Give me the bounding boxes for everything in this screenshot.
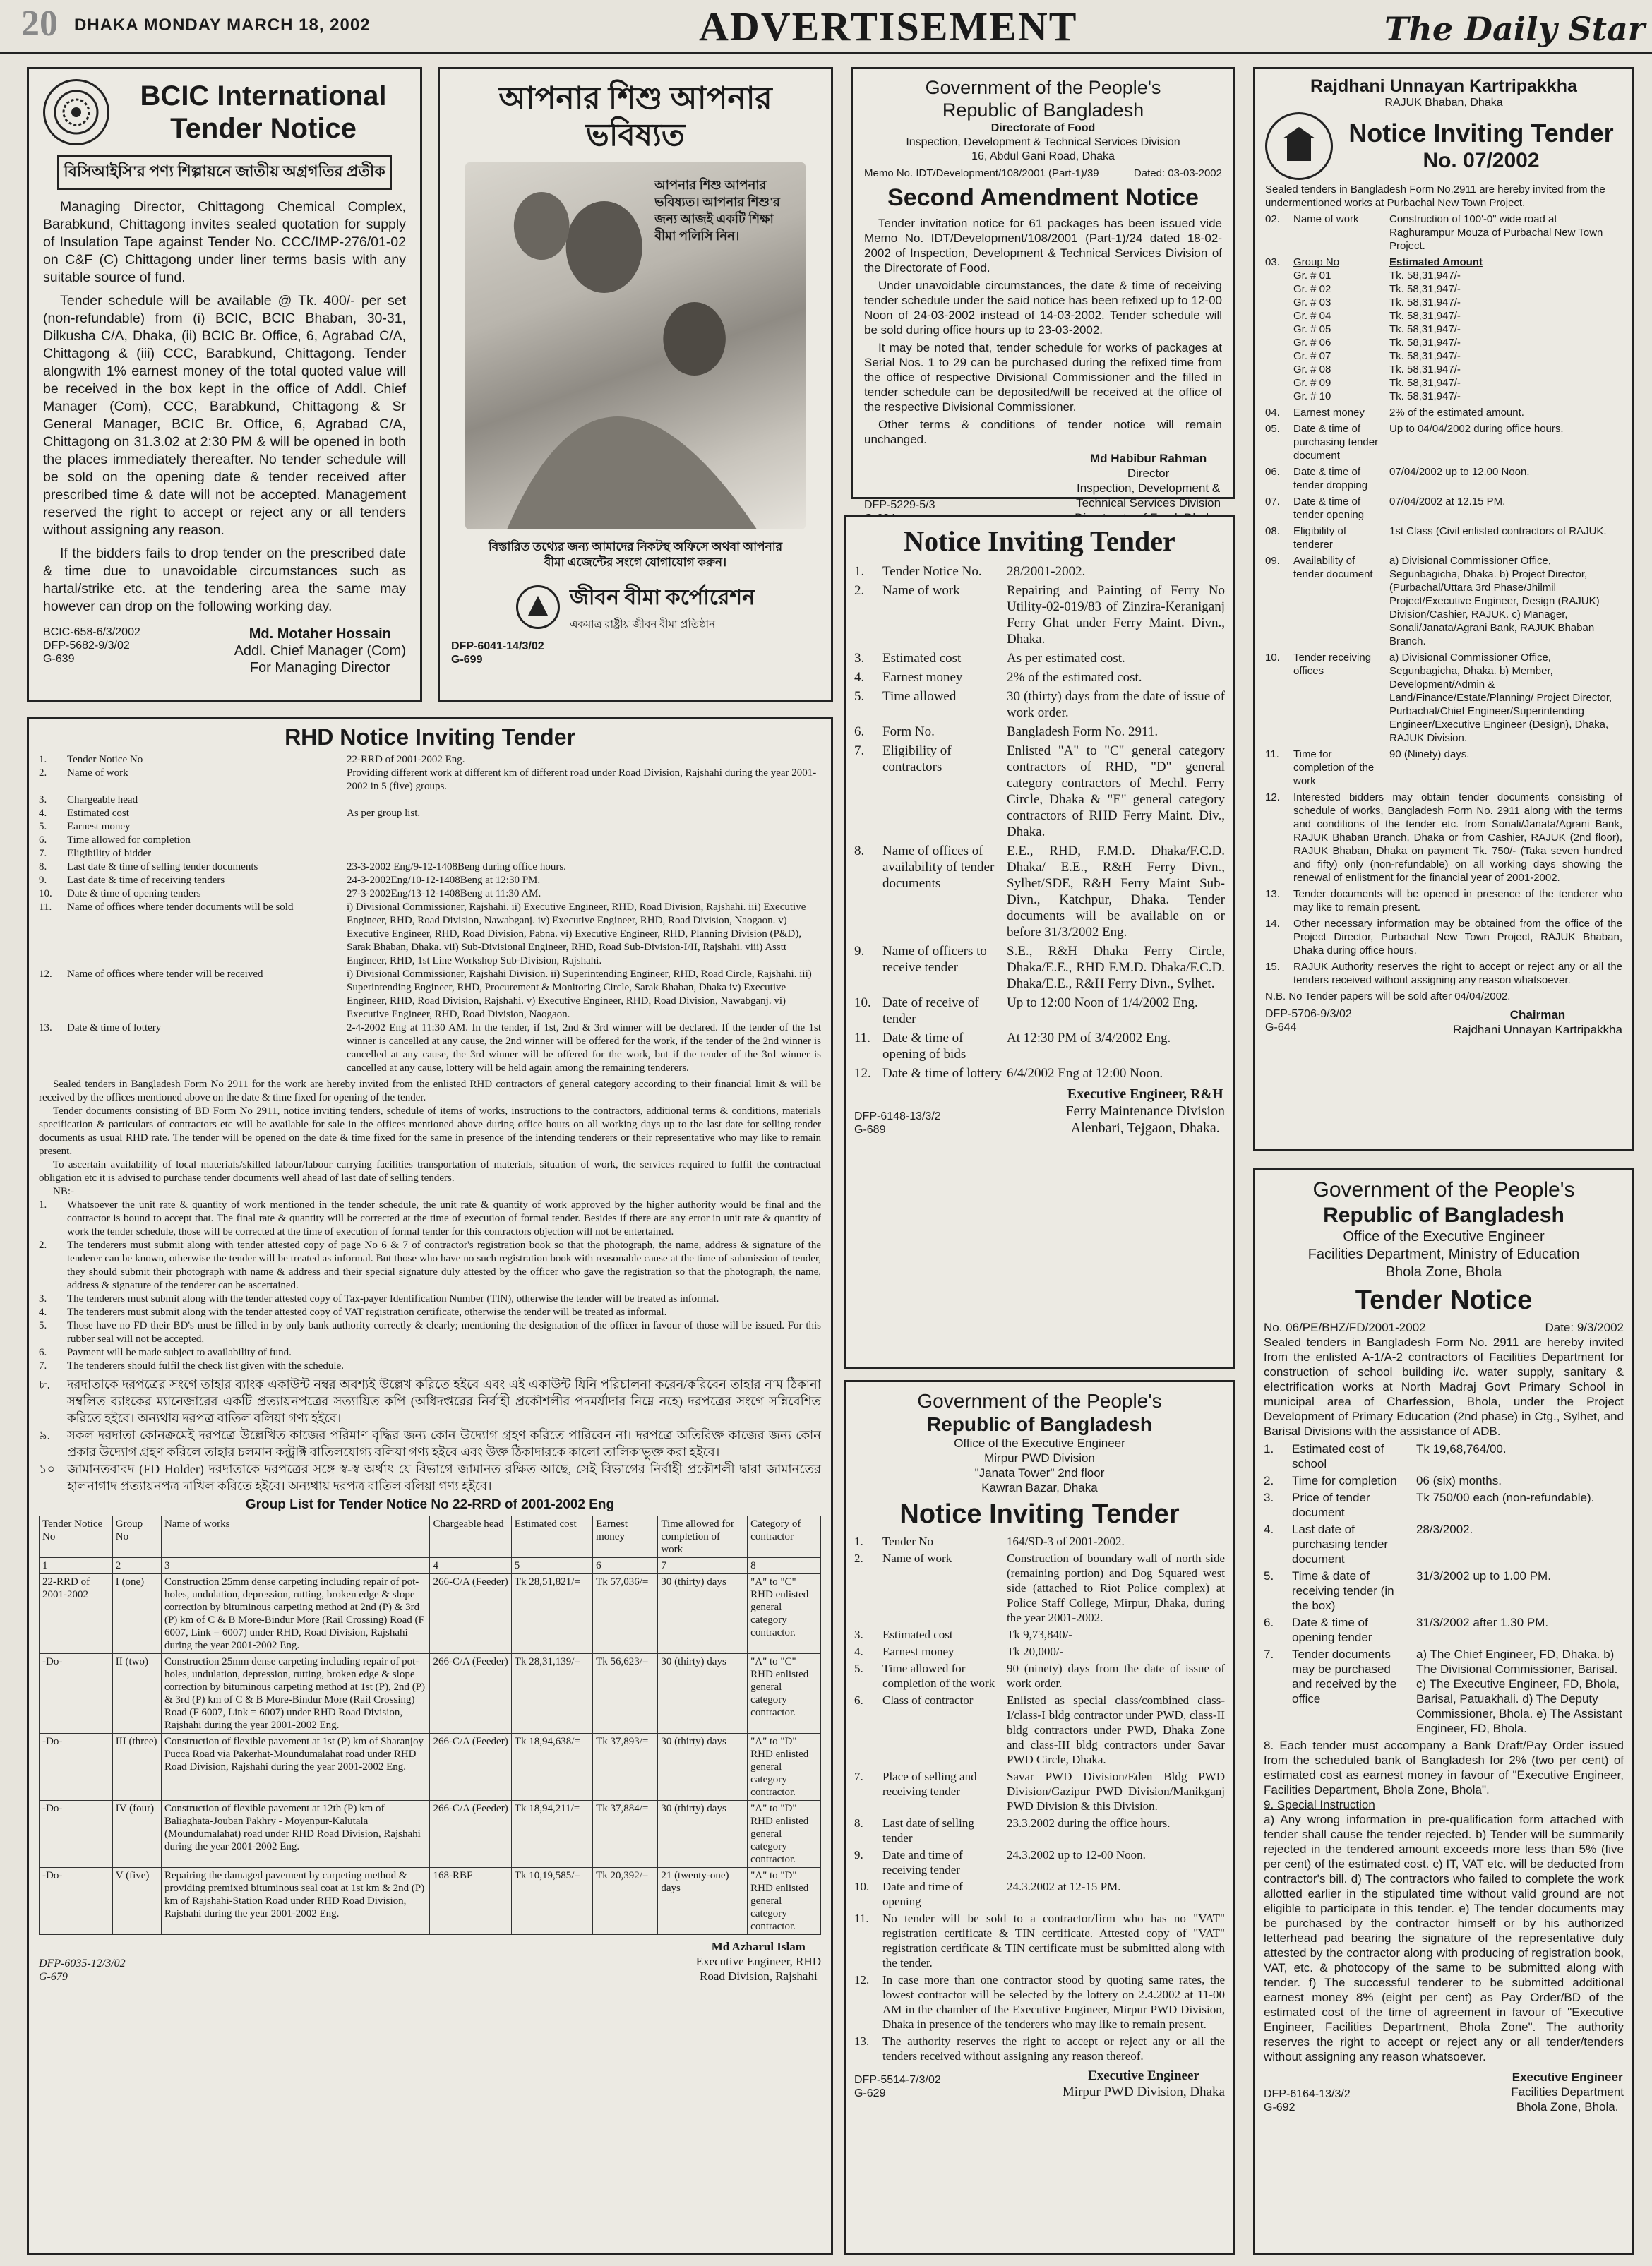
rhd-para: Sealed tenders in Bangladesh Form No 2911 for the work are hereby invited from the enlisted RHD contractors of general category according to their financial limit & will be received by the offices mentioned above on the date & time fixed for opening of the tender. — [39, 1079, 821, 1103]
section-title: ADVERTISEMENT — [699, 4, 1078, 49]
signatory-title: Executive Engineer, RHD — [695, 1955, 821, 1968]
ad-code: DFP-5514-7/3/02 — [854, 2074, 941, 2086]
rhd-note: The tenderers must submit along with the tender attested copy of VAT registration certificate, otherwise the tender will be treated as informal. — [67, 1307, 667, 1318]
table-row: -Do- V (five) Repairing the damaged pavement by carpeting method & providing premixed bituminous seal coat at 1st km & 2nd (P) km of Rajshahi-Station Road under RHD Road Division, Rajshahi during the year 2001-2002 Eng. 168-RBF Tk 10,19,585/= Tk 20,392/= 21 (twenty-one) days "A" to "D" RHD enlisted general category contractor. — [40, 1868, 821, 1935]
ad-code: G-644 — [1265, 1021, 1297, 1033]
address: 16, Abdul Gani Road, Dhaka — [971, 150, 1115, 162]
masthead-logo: The Daily Star — [1384, 10, 1645, 48]
signatory-title: Executive Engineer — [1512, 2070, 1623, 2084]
rajuk-org: Rajdhani Unnayan Kartripakkha — [1310, 76, 1577, 96]
zone: Bhola Zone, Bhola — [1385, 1264, 1502, 1280]
signatory-title: Director — [1127, 467, 1170, 480]
rnh-ferry-tender-ad — [844, 515, 1235, 1369]
jbc-contact: বিস্তারিত তথ্যের জন্য আমাদের নিকটস্থ অফিসে অথবা আপনার বীমা এজেন্টের সংগে যোগাযোগ করুন। — [488, 540, 783, 569]
pwd-items: 1. Tender No 164/SD-3 of 2001-2002. 2. Name of work Construction of boundary wall of north side (remaining portion) and Dog Squared west side (attached to Riot Police complex) at Police Staff College, Mirpur, Dhaka, during the year 2001-2002. 3. Estimated cost Tk 9,73,840/- 4. Earnest money Tk 20,000/- 5. Time allowed for completion of the work 90 (ninety) days from the date of issue of work order. 6. Class of contractor Enlisted as special class/combined class-I/class-I bldg contractor under PWD, class-II bldg contractors under PWD, Dhaka Zone and class-III bldg contractors under Savar PWD Circle, Dhaka. 7. Place of selling and receiving tender Savar PWD Division/Eden Bldg PWD Division/Gazipur PWD Division/Manikganj PWD Division & this Division. 8. Last date of selling tender 23.3.2002 during the office hours. 9. Date and time of receiving tender 24.3.2002 up to 12-00 Noon. 10. Date and time of opening 24.3.2002 at 12-15 PM. 11. No tender will be sold to a contractor/firm who has no "VAT" registration certificate & TIN certificate. Attested copy of "VAT" registration certificate & TIN certificate must be submitted along with the tender. 12. In case more than one contractor stood by quoting same rates, the lowest contractor will be selected by the lottery on 2.4.2002 at 11-00 AM in the chamber of the Executive Engineer, Mirpur PWD Division, Dhaka in presence of the tenderers who may like to remain present. 13. The authority reserves the right to accept or reject any or all the tenders received without assigning any reason thereof. — [854, 1535, 1225, 2063]
bcic-tender-ad — [27, 67, 422, 702]
address: Kawran Bazar, Dhaka — [981, 1481, 1098, 1494]
rhd-title: RHD Notice Inviting Tender — [285, 724, 575, 750]
directorate: Directorate of Food — [990, 122, 1096, 134]
tower: "Janata Tower" 2nd floor — [974, 1466, 1105, 1480]
ad-code: DFP-5706-9/3/02 — [1265, 1008, 1352, 1020]
notice-no: No. 06/PE/BHZ/FD/2001-2002 — [1264, 1321, 1426, 1334]
amount-heading: Estimated Amount — [1389, 256, 1483, 268]
rhd-note: The tenderers must submit along with the tender attested copy of Tax-payer Identification Number (TIN), otherwise the tender will be treated as informal. — [67, 1293, 719, 1305]
bcic-subtitle: Tender Notice — [170, 113, 357, 144]
table-header: Name of works — [161, 1516, 430, 1558]
signatory-org: Rajdhani Unnayan Kartripakkha — [1452, 1023, 1622, 1036]
mother-children-photo — [465, 162, 806, 529]
food-para: Under unavoidable circumstances, the date & time of receiving tender schedule under the said notice has been refixed up to 12-00 Noon of 24-03-2002 instead of 14-03-2002. Tender schedule will be sold during office hours up to 23-03-2002. — [864, 279, 1222, 337]
signatory-for: For Managing Director — [249, 660, 390, 676]
rnh-title: Notice Inviting Tender — [904, 525, 1175, 557]
rhd-note: The tenderers should fulfil the check list given with the schedule. — [67, 1360, 344, 1372]
ad-code: BCIC-658-6/3/2002 — [43, 626, 140, 638]
ad-code: G-639 — [43, 653, 75, 665]
group-list-title: Group List for Tender Notice No 22-RRD of 2001-2002 Eng — [245, 1497, 615, 1512]
bhola-intro: Sealed tenders in Bangladesh Form No. 2911 are hereby invited from the enlisted A-1/A-2 contractors of Facilities Department for construction of school building i/c. water supply, sanitary & electrification works at North Madraj Govt Primary School in municipal area of Charfession, Bhola, under the Project Development of Primary Education (2nd phase) in Ctg., Sylhet, and Barisal Divisions with the assistance of ADB. — [1264, 1336, 1624, 1438]
signatory-title: Road Division, Rajshahi — [700, 1970, 818, 1983]
rajuk-work: Construction of 100'-0" wide road at Raghurampur Mouza of Purbachal New Town Project. — [1389, 213, 1603, 252]
rajuk-tender-ad: Rajdhani Unnayan Kartripakkha RAJUK Bhaban, Dhaka Notice Inviting Tender No. 07/2002 Sealed tenders in Bangladesh Form No.2911 are hereby invited from the undermentioned works at Purbachal New Town Project. 02. Name of work Construction of 100'-0" wide road at Raghurampur Mouza of Purbachal New Town Project. 03. Group No Estimated Amount Gr. # 01 Tk. 58,31,947/- Gr. # 02 Tk. 58,31,947/- Gr. # 03 Tk. 58,31,947/- Gr. # 04 Tk. 58,31,947/- Gr. # 05 Tk. 58,31,947/- Gr. # 06 Tk. 58,31,947/- Gr. # 07 Tk. 58,31,947/- Gr. # 08 Tk. 58,31,947/- Gr. # 09 Tk. 58,31,947/- Gr. # 10 Tk. 58,31,947/- 04. Earnest money 2% of the estimated amount. 05. Date & time of purchasing tender document Up to 04/04/2002 during office hours. 06. Date & time of tender dropping 07/04/2002 up to 12.00 Noon. 07. Date & time of tender opening 07/04/2002 at 12.15 PM. 08. Eligibility of tenderer 1st Class (Civil enlisted contractors of RAJUK. 09. Availability of tender document a) Divisional Commissioner Office, Segunbagicha, Dhaka. b) Project Director, (Purbachal/Uttara 3rd Phase/Jhilmil Project/Executive Engineer, Design (RAJUK) Division/Cashier, RAJUK. c) Manager, Sonali/Janata/Agrani Bank, RAJUK Bhaban Branch. 10. Tender receiving offices a) Divisional Commissioner Office, Segunbagicha, Dhaka. b) Member, Development/Admin & Land/Finance/Estate/Planning/ Project Director, Purbachal/Chief Engineer/Superintending Engineer/Executive Engineer (Design), Dhaka, RAJUK Division. 11. Time for completion of the work 90 (Ninety) days. 12. Interested bidders may obtain tender documents consisting of schedule of works, Bangladesh Form No. 2911 along with the terms and conditions of the tender etc. from Sonali/Janata/Agrani Bank, RAJUK Bhaban Branch, Dhaka or from Cashier, RAJUK (2nd floor), RAJUK Bhaban, Dhaka on payment Tk. 750/- (Taka seven hundred and fifty) only (non-refundable) on all working days showing the renewal of enlistment for the financial year of 2001-2002. 13. Tender documents will be opened in presence of the tenderer who may like to remain present. 14. Other necessary information may be obtained from the office of the Project Director, Purbachal New Town Project, RAJUK Bhaban, Dhaka during office hours. 15. RAJUK Authority reserves the right to accept or reject any or all the tenders received without assigning any reason whatsoever. N.B. No Tender papers will be sold after 04/04/2002. DFP-5706-9/3/02 G-644 Chairman Rajdhani Unnayan Kartripakkha — [1253, 67, 1634, 1151]
jbc-company: জীবন বীমা কর্পোরেশন — [570, 586, 755, 609]
food-para: Tender invitation notice for 61 packages has been issued vide Memo No. IDT/Development/108/2001 (Part-1)/24 dated 18-02-2002 of Inspection, Development & Technical Services Division of the Directorate of Food. — [864, 217, 1222, 275]
rajuk-intro: Sealed tenders in Bangladesh Form No.2911 are hereby invited from the undermentioned works at Purbachal New Town Project. — [1265, 184, 1605, 209]
table-header: Category of contractor — [748, 1516, 821, 1558]
ad-code: DFP-5682-9/3/02 — [43, 640, 130, 652]
page-number: 20 — [21, 4, 58, 44]
bcic-logo-icon — [43, 79, 109, 145]
bhola-tender-ad — [1253, 1168, 1634, 2255]
division: Mirpur PWD Division — [984, 1451, 1095, 1465]
rhd-nb: NB:- — [53, 1186, 74, 1197]
group-list-table: Tender Notice No Group No Name of works Chargeable head Estimated cost Earnest money Time allowed for completion of work Category of contractor 1 2 3 4 5 6 7 8 22-RRD of 2001-2002 I (one) Construction 25mm dense carpeting including repair of pot-holes, undulation, depression, rutting, broken edge & slope correction by bituminous carpeting method at 2nd (P) & 3rd (P) km of C & B More-Bindur More (Rail Crossing) Road (F 6007, Link = 6007) under RHD, Road Division, Rajshahi during the year 2001-2002 Eng. 266-C/A (Feeder) Tk 28,51,821/= Tk 57,036/= 30 (thirty) days "A" to "C" RHD enlisted general category contractor. -Do- II (two) Construction 25mm dense carpeting including repair of pot-holes, undulation, depression, rutting, broken edge & slope correction by bituminous carpeting method at 1st (P), 2nd (P) & 3rd (P) km of C & B More-Bindur More (Rail Crossing) Road (F 6007, Link = 6007) under RHD Road Division, Rajshahi during the year 2001-2002 Eng. 266-C/A (Feeder) Tk 28,31,139/= Tk 56,623/= 30 (thirty) days "A" to "C" RHD enlisted general category contractor. -Do- III (three) Construction of flexible pavement at 1st (P) km of Sharanjoy Pucca Road via Pakerhat-Moundumalahat road under RHD Road Division, Rajshahi during the year 2001-2002 Eng. 266-C/A (Feeder) Tk 18,94,638/= Tk 37,893/= 30 (thirty) days "A" to "D" RHD enlisted general category contractor. -Do- IV (four) Construction of flexible pavement at 12th (P) km of Baliaghata-Jouban Pakhry - Moyenpur-Kalutala (Moundumalahat) road under RHD Road Division, Rajshahi during the year 2001-2002 Eng. 266-C/A (Feeder) Tk 18,94,211/= Tk 37,884/= 30 (thirty) days "A" to "D" RHD enlisted general category contractor. -Do- V (five) Repairing the damaged pavement by carpeting method & providing premixed bituminous seal coat at 1st km & 2nd (P) km of Rajshahi-Station Road under RHD Road Division, Rajshahi during the year 2001-2002 Eng. 168-RBF Tk 10,19,585/= Tk 20,392/= 21 (twenty-one) days "A" to "D" RHD enlisted general category contractor. — [39, 1516, 821, 1935]
notice-heading: Notice Inviting Tender — [899, 1499, 1180, 1529]
ad-code: G-629 — [854, 2087, 886, 2099]
page-header — [0, 0, 1652, 54]
bcic-para: If the bidders fails to drop tender on the prescribed date & time due to unavoidable circumstances such as hartal/strike etc. at the tendering area the same may however can drop on the following working day. — [43, 546, 406, 614]
rhd-note: Payment will be made subject to availability of fund. — [67, 1347, 292, 1358]
notice-heading: Second Amendment Notice — [887, 184, 1199, 211]
rajuk-para: Other necessary information may be obtained from the office of the Project Director, Purbachal New Town Project, RAJUK Bhaban, Dhaka during office hours. — [1293, 918, 1622, 957]
gov-title: Government of the People's — [1312, 1178, 1575, 1201]
rajuk-para: Tender documents will be opened in presence of the tenderer who may like to remain present. — [1293, 888, 1622, 913]
rhd-tender-ad: RHD Notice Inviting Tender 1. Tender Notice No 22-RRD of 2001-2002 Eng. 2. Name of work Providing different work at different km of different road under Road Division, Rajshahi during the year 2001-2002 in 5 (five) groups. 3. Chargeable head 4. Estimated cost As per group list. 5. Earnest money 6. Time allowed for completion 7. Eligibility of bidder 8. Last date & time of selling tender documents 23-3-2002 Eng/9-12-1408Beng during office hours. 9. Last date & time of receiving tenders 24-3-2002Eng/10-12-1408Beng at 12:30 PM. 10. Date & time of opening tenders 27-3-2002Eng/13-12-1408Beng at 11:30 AM. 11. Name of offices where tender documents will be sold i) Divisional Commissioner, Rajshahi. ii) Executive Engineer, RHD, Road Division, Rajshahi. iii) Executive Engineer, RHD, Road Division, Nawabganj. iv) Executive Engineer, RHD, Road Division, Naogaon. v) Executive Engineer, RHD, Road Division, Pabna. vi) Executive Engineer, RHD, Planning Division (P&D), Sarak Bhaban, Dhaka. vii) Sub-Divisional Engineer, RHD, Road Sub-Division-I/II, Rajshahi. viii) Asstt Engineer, RHD, 1st Line Workshop Sub-Division, Rajshahi. 12. Name of offices where tender will be received i) Divisional Commissioner, Rajshahi Division. ii) Superintending Engineer, RHD, Road Circle, Rajshahi. iii) Superintending Engineer, RHD, Procurement & Monitoring Circle, Sarak Bhaban, Dhaka iv) Executive Engineer, RHD, Road Division, Rajshahi. v) Executive Engineer, RHD, Road Division, Nawabganj. vi) Executive Engineer, RHD, Road Division, Naogaon. 13. Date & time of lottery 2-4-2002 Eng at 11:30 AM. In the tender, if 1st, 2nd & 3rd winner will be declared. If the tender of the 1st winner is cancelled at any cause, the 2nd winner will be offered for the work, if the tender of the 2nd winner is cancelled at any cause, the 3rd winner will be offered for the work, but if the tender of the 3rd winner is cancelled at any cause, lottery will be held again among the remaining tenderers. Sealed tenders in Bangladesh Form No 2911 for the work are hereby invited from the enlisted RHD contractors of general category according to their financial limit & will be received by the offices mentioned above on the date & time fixed for opening of the tender. Tender documents consisting of BD Form No 2911, notice inviting tenders, schedule of items of works, instructions to the contractors, additional terms & conditions, materials specification & particulars of contractors etc will be available for sale in the offices mentioned above during office hours on all working days up to the last date for selling tender documents as usual RHD rate. The tender will be opened on the date & time fixed for the same in presence of the intending tenderers or their representative who may like to remain present. To ascertain availability of local materials/skilled labour/labour carrying facilities transportation of materials, situation of work, the services required to fulfil the contractual obligation etc it is advised to purchase tender documents well ahead of last date of selling tenders. NB:- 1. Whatsoever the unit rate & quantity of work mentioned in the tender schedule, the unit rate & quantity of work approved by the higher authority would be final and the contractor is bound to accept that. The final rate & quantity will be corrected at the time of execution of formal tender. Besides if there are any error in unit rate & quantity of work the tender schedule, those will be corrected at the time of execution of formal tender for this contractors objection will not be entertained. 2. The tenderers must submit along with tender attested copy of page No 6 & 7 of contractor's registration book so that the photograph, the name, address & signature of the tenderer can be known, otherwise the tender will be treated as informal. But those who have no such registration book with reasonable cause at the time of submission of tender, they should submit their photograph with name & address and their special signature duly attested by the officer who gave the registration so that the photograph, the name, address & signature of the tenderer can be ascertained. 3. The tenderers must submit along with the tender attested copy of Tax-payer Identification Number (TIN), otherwise the tender will be treated as informal. 4. The tenderers must submit along with the tender attested copy of VAT registration certificate, otherwise the tender will be treated as informal. 5. Those have no FD their BD's must be filled in by only bank authority correctly & clearly; mentioning the designation of the officer in favour of those will be issued. For this rubber seal will not be accepted. 6. Payment will be made subject to availability of fund. 7. The tenderers should fulfil the check list given with the schedule. ৮. দরদাতাকে দরপত্রের সংগে তাহার ব্যাংক একাউন্ট নম্বর অবশ্যই উল্লেখ করিতে হইবে এবং এই একাউন্ট যিনি পরিচালনা করেন/করিবেন তাহার নাম ঠিকানা সম্বলিত ব্যাংকের ম্যানেজারের একটি প্রত্যায়নপত্রের সত্যায়িত কপি (অধিদপ্তরের নির্বাহী প্রকৌশলীর পদমর্যাদার নিম্নে নহে) দরপত্রের সংগে সন্নিবেশিত করিতে হইবে। অন্যথায় দরপত্র বাতিল বলিয়া গণ্য হইবে। ৯. সকল দরদাতা কোনক্রমেই দরপত্রে উল্লেখিত কাজের পরিমাণ বৃদ্ধির জন্য কোন উদ্যোগ গ্রহণ করিতে পারিবেন না। দরপত্রে অতিরিক্ত কাজের জন্য কোন প্রকার উদ্যোগ গ্রহণ করিলে তাহার চলমান কন্ট্রাক্ট বাতিলযোগ্য বলিয়া গণ্য হইবে এবং উক্ত ঠিকাদারকে কালো তালিকাভুক্ত করা হইবে। ১০ জামানতবাবদ (FD Holder) দরদাতাকে দরপত্রের সঙ্গে স্ব-স্ব অর্থাৎ যে বিভাগে জামানত রক্ষিত আছে, সেই বিভাগের নির্বাহী প্রকৌশলী দ্বারা জামানতের হালনাগাদ প্রত্যায়নপত্র দাখিল করিতে হইবে। অন্যথায় দরপত্র বাতিল বলিয়া গণ্য হইবে। Group List for Tender Notice No 22-RRD of 2001-2002 Eng Tender Notice No Group No Name of works Chargeable head Estimated cost Earnest money Time allowed for completion of work Category of contractor 1 2 3 4 5 6 7 8 22-RRD of 2001-2002 I (one) Construction 25mm dense carpeting including repair of pot-holes, undulation, depression, rutting, broken edge & slope correction by bituminous carpeting method at 2nd (P) & 3rd (P) km of C & B More-Bindur More (Rail Crossing) Road (F 6007, Link = 6007) under RHD, Road Division, Rajshahi during the year 2001-2002 Eng. 266-C/A (Feeder) Tk 28,51,821/= Tk 57,036/= 30 (thirty) days "A" to "C" RHD enlisted general category contractor. -Do- II (two) Construction 25mm dense carpeting including repair of pot-holes, undulation, depression, rutting, broken edge & slope correction by bituminous carpeting method at 1st (P), 2nd (P) & 3rd (P) km of C & B More-Bindur More (Rail Crossing) Road (F 6007, Link = 6007) under RHD Road Division, Rajshahi during the year 2001-2002 Eng. 266-C/A (Feeder) Tk 28,31,139/= Tk 56,623/= 30 (thirty) days "A" to "C" RHD enlisted general category contractor. -Do- III (three) Construction of flexible pavement at 1st (P) km of Sharanjoy Pucca Road via Pakerhat-Moundumalahat road under RHD Road Division, Rajshahi during the year 2001-2002 Eng. 266-C/A (Feeder) Tk 18,94,638/= Tk 37,893/= 30 (thirty) days "A" to "D" RHD enlisted general category contractor. -Do- IV (four) Construction of flexible pavement at 12th (P) km of Baliaghata-Jouban Pakhry - Moyenpur-Kalutala (Moundumalahat) road under RHD Road Division, Rajshahi during the year 2001-2002 Eng. 266-C/A (Feeder) Tk 18,94,211/= Tk 37,884/= 30 (thirty) days "A" to "D" RHD enlisted general category contractor. -Do- V (five) Repairing the damaged pavement by carpeting method & providing premixed bituminous seal coat at 1st km & 2nd (P) km of Rajshahi-Station Road under RHD Road Division, Rajshahi during the year 2001-2002 Eng. 168-RBF Tk 10,19,585/= Tk 20,392/= 21 (twenty-one) days "A" to "D" RHD enlisted general category contractor. DFP-6035-12/3/02 G-679 Md Azharul Islam Executive Engineer, RHD Road Division, Rajshahi — [27, 717, 833, 2255]
table-row: -Do- II (two) Construction 25mm dense carpeting including repair of pot-holes, undulation, depression, rutting, broken edge & slope correction by bituminous carpeting method at 1st (P), 2nd (P) & 3rd (P) km of C & B More-Bindur More (Rail Crossing) Road (F 6007, Link = 6007) under RHD Road Division, Rajshahi during the year 2001-2002 Eng. 266-C/A (Feeder) Tk 28,31,139/= Tk 56,623/= 30 (thirty) days "A" to "C" RHD enlisted general category contractor. — [40, 1654, 821, 1734]
rajuk-nb: N.B. No Tender papers will be sold after 04/04/2002. — [1265, 990, 1511, 1002]
rajuk-para: Interested bidders may obtain tender documents consisting of schedule of works, Bangladesh Form No. 2911 along with the terms and conditions of the tender etc. from Sonali/Janata/Agrani Bank, RAJUK Bhaban Branch, Dhaka or from Cashier, RAJUK (2nd floor), RAJUK Bhaban, Dhaka on payment Tk. 750/- (Taka seven hundred and fifty) only (non-refundable) on all working days showing the renewal of enlistment for the financial year of 2001-2002. — [1293, 791, 1622, 884]
bcic-para: Tender schedule will be available @ Tk. 400/- per set (non-refundable) from (i) BCIC, BCIC Bhaban, 30-31, Dilkusha C/A, Dhaka, (ii) BCIC Br. Office, 6, Agrabad C/A, Chittagong & (iii) CCC, Barabkund, Chittagong. Tender alongwith 1% earnest money of the total quoted value will be received in the box kept in the office of Addl. Chief Manager (Com), CCC, Barabkund, Chittagong & Sr General Manager, BCIC Br. Office, 6, Agrabad C/A, Chittagong on 31.3.02 at 2:30 PM & will be opened in both the places immediately thereafter. No tender schedule will be sold on the opening date & tender received after prescribed time & date will not be accepted. Management reserved the right to accept or reject any or all tenders without assigning any reason. — [43, 293, 406, 538]
bhola-items: 1. Estimated cost of school Tk 19,68,764/00. 2. Time for completion 06 (six) months. 3. Price of tender document Tk 750/00 each (non-refundable). 4. Last date of purchasing tender document 28/3/2002. 5. Time & date of receiving tender (in the box) 31/3/2002 up to 1.00 PM. 6. Date & time of opening tender 31/3/2002 after 1.30 PM. 7. Tender documents may be purchased and received by the office a) The Chief Engineer, FD, Dhaka. b) The Divisional Commissioner, Barisal. c) The Executive Engineer, FD, Bhola, Barisal, Patuakhali. d) The Deputy Commissioner, Bhola. e) The Assistant Engineer, FD, Bhola. — [1264, 1442, 1622, 1735]
rhd-para: To ascertain availability of local materials/skilled labour/labour carrying facilities transportation of materials, situation of work, the services required to fulfil the contractual obligation etc it is advised to purchase tender documents well ahead of last date of selling tenders. — [39, 1159, 821, 1184]
jbc-body: আপনার শিশু আপনার ভবিষ্যত। আপনার শিশু'র জন্য আজই একটি শিক্ষা বীমা পলিসি নিন। — [654, 178, 780, 243]
rajuk-title: Notice Inviting Tender — [1348, 119, 1614, 148]
table-header: Tender Notice No — [40, 1516, 113, 1558]
rhd-items: 1. Tender Notice No 22-RRD of 2001-2002 Eng. 2. Name of work Providing different work at different km of different road under Road Division, Rajshahi during the year 2001-2002 in 5 (five) groups. 3. Chargeable head 4. Estimated cost As per group list. 5. Earnest money 6. Time allowed for completion 7. Eligibility of bidder 8. Last date & time of selling tender documents 23-3-2002 Eng/9-12-1408Beng during office hours. 9. Last date & time of receiving tenders 24-3-2002Eng/10-12-1408Beng at 12:30 PM. 10. Date & time of opening tenders 27-3-2002Eng/13-12-1408Beng at 11:30 AM. 11. Name of offices where tender documents will be sold i) Divisional Commissioner, Rajshahi. ii) Executive Engineer, RHD, Road Division, Rajshahi. iii) Executive Engineer, RHD, Road Division, Nawabganj. iv) Executive Engineer, RHD, Road Division, Naogaon. v) Executive Engineer, RHD, Road Division, Pabna. vi) Executive Engineer, RHD, Planning Division (P&D), Sarak Bhaban, Dhaka. vii) Sub-Divisional Engineer, RHD, Road Sub-Division-I/II, Rajshahi. viii) Asstt Engineer, RHD, 1st Line Workshop Sub-Division, Rajshahi. 12. Name of offices where tender will be received i) Divisional Commissioner, Rajshahi Division. ii) Superintending Engineer, RHD, Road Circle, Rajshahi. iii) Superintending Engineer, RHD, Procurement & Monitoring Circle, Sarak Bhaban, Dhaka iv) Executive Engineer, RHD, Road Division, Rajshahi. v) Executive Engineer, RHD, Road Division, Nawabganj. vi) Executive Engineer, RHD, Road Division, Naogaon. 13. Date & time of lottery 2-4-2002 Eng at 11:30 AM. In the tender, if 1st, 2nd & 3rd winner will be declared. If the tender of the 1st winner is cancelled at any cause, the 2nd winner will be offered for the work, if the tender of the 2nd winner is cancelled at any cause, the 3rd winner will be offered for the work, but if the tender of the 3rd winner is cancelled at any cause, lottery will be held again among the remaining tenderers. — [39, 754, 821, 1074]
bcic-tagline: বিসিআইসি'র পণ্য শিল্পায়নে জাতীয় অগ্রগতির প্রতীক — [57, 155, 392, 190]
ad-code: DFP-6041-14/3/02 — [451, 640, 544, 652]
signatory-title: Mirpur PWD Division, Dhaka — [1062, 2085, 1225, 2099]
signatory-title: Executive Engineer — [1088, 2068, 1199, 2083]
table-header: Time allowed for completion of work — [658, 1516, 748, 1558]
memo-date: Dated: 03-03-2002 — [1133, 167, 1222, 179]
jbc-logo-icon — [516, 585, 560, 629]
special-instruction: a) Any wrong information in pre-qualification form attached with tender shall cause the tender rejected. b) Tender will be summarily rejected in the tendered amount exceeds more less than 5% (five per cent) of the estimated cost. c) IT, VAT etc. will be deducted from contractor's bill. d) The contractors who failed to complete the work allotted earlier in the stipulated time without valid ground are not eligible to participate in this tender. e) The tender documents may be purchased by the contractor himself or by his authorized letterhead pad bearing the signature of the representative duly attested by the contractor along with producing of registration book, VAT, etc. & photocopy of the same to be submitted along with tender. f) The successful tenderer to be submitted additional earnest money 8% (eight per cent) as Pay Order/BD of the estimated cost of the time of agreement in favour of "Executive Engineer, Facilities Department, Bhola Zone". The authority reserves the right to accept or reject any or all tender/tenders without assigning any reason whatsoever. — [1264, 1813, 1624, 2063]
signatory-title: Chairman — [1509, 1008, 1566, 1021]
department: Facilities Department, Ministry of Education — [1307, 1247, 1580, 1262]
rhd-bangla-note: জামানতবাবদ (FD Holder) দরদাতাকে দরপত্রের সঙ্গে স্ব-স্ব অর্থাৎ যে বিভাগে জামানত রক্ষিত আছে, সেই বিভাগের নির্বাহী প্রকৌশলী দ্বারা জামানতের হালনাগাদ প্রত্যায়নপত্র দাখিল করিতে হইবে। অন্যথায় দরপত্র বাতিল বলিয়া গণ্য হইবে। — [67, 1462, 821, 1493]
table-header: Chargeable head — [430, 1516, 511, 1558]
table-header: Estimated cost — [511, 1516, 592, 1558]
gov-title: Republic of Bangladesh — [927, 1413, 1152, 1435]
signatory-title: Bhola Zone, Bhola. — [1516, 2100, 1619, 2114]
jbc-company-sub: একমাত্র রাষ্ট্রীয় জীবন বীমা প্রতিষ্ঠান — [570, 619, 716, 630]
rhd-para: Tender documents consisting of BD Form No 2911, notice inviting tenders, schedule of items of works, instructions to the contractors, additional terms & conditions, materials specification & particulars of contractors etc will be available for sale in the offices mentioned above during office hours on all working days up to the last date for selling tender documents as usual RHD rate. The tender will be opened on the date & time fixed for the same in presence of the intending tenderers or their representative who may like to remain present. — [39, 1105, 821, 1157]
dateline: DHAKA MONDAY MARCH 18, 2002 — [74, 16, 371, 35]
pwd-para: In case more than one contractor stood by quoting same rates, the lowest contractor will be selected by the lottery on 2.4.2002 at 11-00 AM in the chamber of the Executive Engineer, Mirpur PWD Division, Dhaka in presence of the tenderers who may like to remain present. — [882, 1973, 1225, 2031]
jbc-headline: আপনার শিশু আপনার ভবিষ্যত — [498, 81, 772, 152]
bhola-para: 8. Each tender must accompany a Bank Draft/Pay Order issued from the scheduled bank of Bangladesh for 2% (two per cent) of estimated cost as earnest money in favour of "Executive Engineer, Facilities Department, Bhola Zone, Bhola". — [1264, 1739, 1624, 1797]
gov-title: Republic of Bangladesh — [1323, 1204, 1564, 1227]
food-para: Other terms & conditions of tender notice will remain unchanged. — [864, 418, 1222, 446]
food-amendment-ad — [851, 67, 1235, 511]
gov-title: Government of the People's — [925, 77, 1161, 98]
ad-code: G-692 — [1264, 2102, 1295, 2114]
rajuk-group-list: Gr. # 01 Tk. 58,31,947/- Gr. # 02 Tk. 58,31,947/- Gr. # 03 Tk. 58,31,947/- Gr. # 04 Tk. 58,31,947/- Gr. # 05 Tk. 58,31,947/- Gr. # 06 Tk. 58,31,947/- Gr. # 07 Tk. 58,31,947/- Gr. # 08 Tk. 58,31,947/- Gr. # 09 Tk. 58,31,947/- Gr. # 10 Tk. 58,31,947/- — [1293, 270, 1461, 402]
ad-code: DFP-5229-5/3 — [864, 499, 935, 511]
signatory-name: Md Azharul Islam — [711, 1940, 806, 1953]
rajuk-logo-icon — [1265, 112, 1333, 180]
ad-code: G-699 — [451, 654, 483, 666]
pwd-tender-ad — [844, 1380, 1235, 2255]
signatory-title: Addl. Chief Manager (Com) — [234, 643, 406, 659]
gov-title: Government of the People's — [917, 1390, 1162, 1412]
pwd-para: The authority reserves the right to accept or reject any or all the tenders received without assigning any reason thereof. — [882, 2034, 1225, 2063]
rhd-note: Whatsoever the unit rate & quantity of work mentioned in the tender schedule, the unit rate & quantity of work approved by the higher authority would be final and the contractor is bound to accept that. The final rate & quantity will be corrected at the time of execution of formal tender. Besides if there are any error in unit rate & quantity of work the tender schedule, those will be corrected at the time of execution of formal tender for this contractors objection will not be entertained. — [67, 1199, 821, 1237]
rnh-items: 1. Tender Notice No. 28/2001-2002. 2. Name of work Repairing and Painting of Ferry No Utility-02-019/83 of Zinzira-Keraniganj Ferry Ghat under Ferry Maint. Divn., Dhaka. 3. Estimated cost As per estimated cost. 4. Earnest money 2% of the estimated cost. 5. Time allowed 30 (thirty) days from the date of issue of work order. 6. Form No. Bangladesh Form No. 2911. 7. Eligibility of contractors Enlisted "A" to "C" general category contractors of RHD, "D" general category contractors of Mechl. Ferry Circle, Dhaka & "E" general category contractors of RHD Ferry Maint. Div., Dhaka. 8. Name of offices of availability of tender documents E.E., RHD, F.M.D. Dhaka/F.C.D. Dhaka/ E.E., R&H Ferry Divn., Sylhet/SDE, R&H Ferry Maint Sub-Divn., Katchpur, Dhaka. Tender documents will be available on or before 31/3/2002 Eng. 9. Name of officers to receive tender S.E., R&H Dhaka Ferry Circle, Dhaka/E.E., RHD F.M.D. Dhaka/F.C.D. Dhaka/E.E., R&H Ferry Divn., Sylhet. 10. Date of receive of tender Up to 12:00 Noon of 1/4/2002 Eng. 11. Date & time of opening of bids At 12:30 PM of 3/4/2002 Eng. 12. Date & time of lottery 6/4/2002 Eng at 12:00 Noon. — [854, 564, 1225, 1081]
jibon-bima-ad — [438, 67, 833, 702]
signatory-name: Md Habibur Rahman — [1089, 452, 1207, 465]
ad-code: G-679 — [39, 1971, 68, 1983]
signatory-title: Technical Services Division — [1076, 496, 1221, 510]
pwd-para: No tender will be sold to a contractor/firm who has no "VAT" registration certificate & TIN certificate. Attested copy of "VAT" registration certificate & TIN certificate must be submitted along with the tender. — [882, 1912, 1225, 1970]
rhd-note: Those have no FD their BD's must be filled in by only bank authority correctly & clearly; mentioning the designation of the officer in favour of those will be issued. For this rubber seal will not be accepted. — [67, 1320, 821, 1345]
group-heading: Group No — [1293, 256, 1340, 268]
table-header: Earnest money — [593, 1516, 658, 1558]
rhd-bangla-note: সকল দরদাতা কোনক্রমেই দরপত্রে উল্লেখিত কাজের পরিমাণ বৃদ্ধির জন্য কোন উদ্যোগ গ্রহণ করিতে পারিবেন না। দরপত্রে অতিরিক্ত কাজের জন্য কোন প্রকার উদ্যোগ গ্রহণ করিলে তাহার চলমান কন্ট্রাক্ট বাতিলযোগ্য বলিয়া গণ্য হইবে এবং উক্ত ঠিকাদারকে কালো তালিকাভুক্ত করা হইবে। — [67, 1428, 821, 1459]
ad-code: DFP-6148-13/3/2 — [854, 1110, 941, 1122]
rajuk-bhaban: RAJUK Bhaban, Dhaka — [1384, 97, 1503, 109]
bcic-para: Managing Director, Chittagong Chemical Complex, Barabkund, Chittagong invites sealed quotation for supply of Insulation Tape against Tender No. CCC/IMP-276/01-02 on C&F (C) Chittagong under liner terms basis with any suitable source of fund. — [43, 199, 406, 285]
ad-code: G-689 — [854, 1124, 886, 1136]
notice-date: Date: 9/3/2002 — [1545, 1321, 1624, 1334]
office: Office of the Executive Engineer — [1343, 1229, 1545, 1245]
ad-code: DFP-6164-13/3/2 — [1264, 2088, 1351, 2100]
food-para: It may be noted that, tender schedule for works of packages at Serial Nos. 1 to 29 can be purchased during the refixed time from the office of respective Divisional Commissioner and the filled in tender schedule can be deposited/will be received at the office of the respective Divisional Commissioner. — [864, 341, 1222, 414]
signatory-name: Md. Motaher Hossain — [249, 626, 391, 642]
signatory-title: Executive Engineer, R&H — [1067, 1086, 1223, 1102]
table-row: 22-RRD of 2001-2002 I (one) Construction 25mm dense carpeting including repair of pot-holes, undulation, depression, rutting, broken edge & slope correction by bituminous carpeting method at 2nd (P) & 3rd (P) km of C & B More-Bindur More (Rail Crossing) Road (F 6007, Link = 6007) under RHD, Road Division, Rajshahi during the year 2001-2002 Eng. 266-C/A (Feeder) Tk 28,51,821/= Tk 57,036/= 30 (thirty) days "A" to "C" RHD enlisted general category contractor. — [40, 1574, 821, 1654]
office: Office of the Executive Engineer — [954, 1437, 1125, 1450]
rajuk-notice-no: No. 07/2002 — [1423, 149, 1540, 172]
signatory-title: Ferry Maintenance Division — [1065, 1103, 1225, 1119]
table-row: -Do- IV (four) Construction of flexible pavement at 12th (P) km of Baliaghata-Jouban Pakhry - Moyenpur-Kalutala (Moundumalahat) road under RHD Road Division, Rajshahi during the year 2001-2002 Eng. 266-C/A (Feeder) Tk 18,94,211/= Tk 37,884/= 30 (thirty) days "A" to "D" RHD enlisted general category contractor. — [40, 1801, 821, 1868]
gov-title: Republic of Bangladesh — [942, 100, 1144, 121]
rhd-note: The tenderers must submit along with tender attested copy of page No 6 & 7 of contractor's registration book so that the photograph, the name, address & signature of the tenderer can be known, otherwise the tender will be treated as informal. But those who have no such registration book with reasonable cause at the time of submission of tender, they should submit their photograph with name & address and their special signature duly attested by the officer who gave the registration so that the photograph, the name, address & signature of the tenderer can be ascertained. — [67, 1240, 821, 1291]
ad-code: DFP-6035-12/3/02 — [39, 1958, 126, 1970]
signatory-title: Facilities Department — [1511, 2085, 1624, 2099]
rhd-bangla-note: দরদাতাকে দরপত্রের সংগে তাহার ব্যাংক একাউন্ট নম্বর অবশ্যই উল্লেখ করিতে হইবে এবং এই একাউন্ট যিনি পরিচালনা করেন/করিবেন তাহার নাম ঠিকানা সম্বলিত ব্যাংকের ম্যানেজারের একটি প্রত্যায়নপত্রের সত্যায়িত কপি (অধিদপ্তরের নির্বাহী প্রকৌশলীর পদমর্যাদার নিম্নে নহে) দরপত্রের সংগে সন্নিবেশিত করিতে হইবে। অন্যথায় দরপত্র বাতিল বলিয়া গণ্য হইবে। — [67, 1377, 821, 1425]
special-heading: 9. Special Instruction — [1264, 1798, 1375, 1811]
rajuk-items: 04. Earnest money 2% of the estimated amount. 05. Date & time of purchasing tender document Up to 04/04/2002 during office hours. 06. Date & time of tender dropping 07/04/2002 up to 12.00 Noon. 07. Date & time of tender opening 07/04/2002 at 12.15 PM. 08. Eligibility of tenderer 1st Class (Civil enlisted contractors of RAJUK. 09. Availability of tender document a) Divisional Commissioner Office, Segunbagicha, Dhaka. b) Project Director, (Purbachal/Uttara 3rd Phase/Jhilmil Project/Executive Engineer, Design (RAJUK) Division/Cashier, RAJUK. c) Manager, Sonali/Janata/Agrani Bank, RAJUK Bhaban Branch. 10. Tender receiving offices a) Divisional Commissioner Office, Segunbagicha, Dhaka. b) Member, Development/Admin & Land/Finance/Estate/Planning/ Project Director, Purbachal/Chief Engineer/Superintending Engineer/Executive Engineer (Design), Dhaka, RAJUK Division. 11. Time for completion of the work 90 (Ninety) days. — [1265, 407, 1612, 787]
division: Inspection, Development & Technical Services Division — [906, 136, 1180, 148]
memo-no: Memo No. IDT/Development/108/2001 (Part-1)/39 — [864, 167, 1099, 179]
table-header: Group No — [112, 1516, 161, 1558]
rajuk-para: RAJUK Authority reserves the right to accept or reject any or all the tenders received without assigning any reason whatsoever. — [1293, 961, 1622, 986]
bcic-title: BCIC International — [140, 80, 387, 112]
notice-heading: Tender Notice — [1355, 1285, 1533, 1315]
signatory-title: Inspection, Development & — [1077, 481, 1221, 495]
signatory-title: Alenbari, Tejgaon, Dhaka. — [1070, 1120, 1220, 1136]
table-row: -Do- III (three) Construction of flexible pavement at 1st (P) km of Sharanjoy Pucca Road via Pakerhat-Moundumalahat road under RHD Road Division, Rajshahi during the year 2001-2002 Eng. 266-C/A (Feeder) Tk 18,94,638/= Tk 37,893/= 30 (thirty) days "A" to "D" RHD enlisted general category contractor. — [40, 1734, 821, 1801]
